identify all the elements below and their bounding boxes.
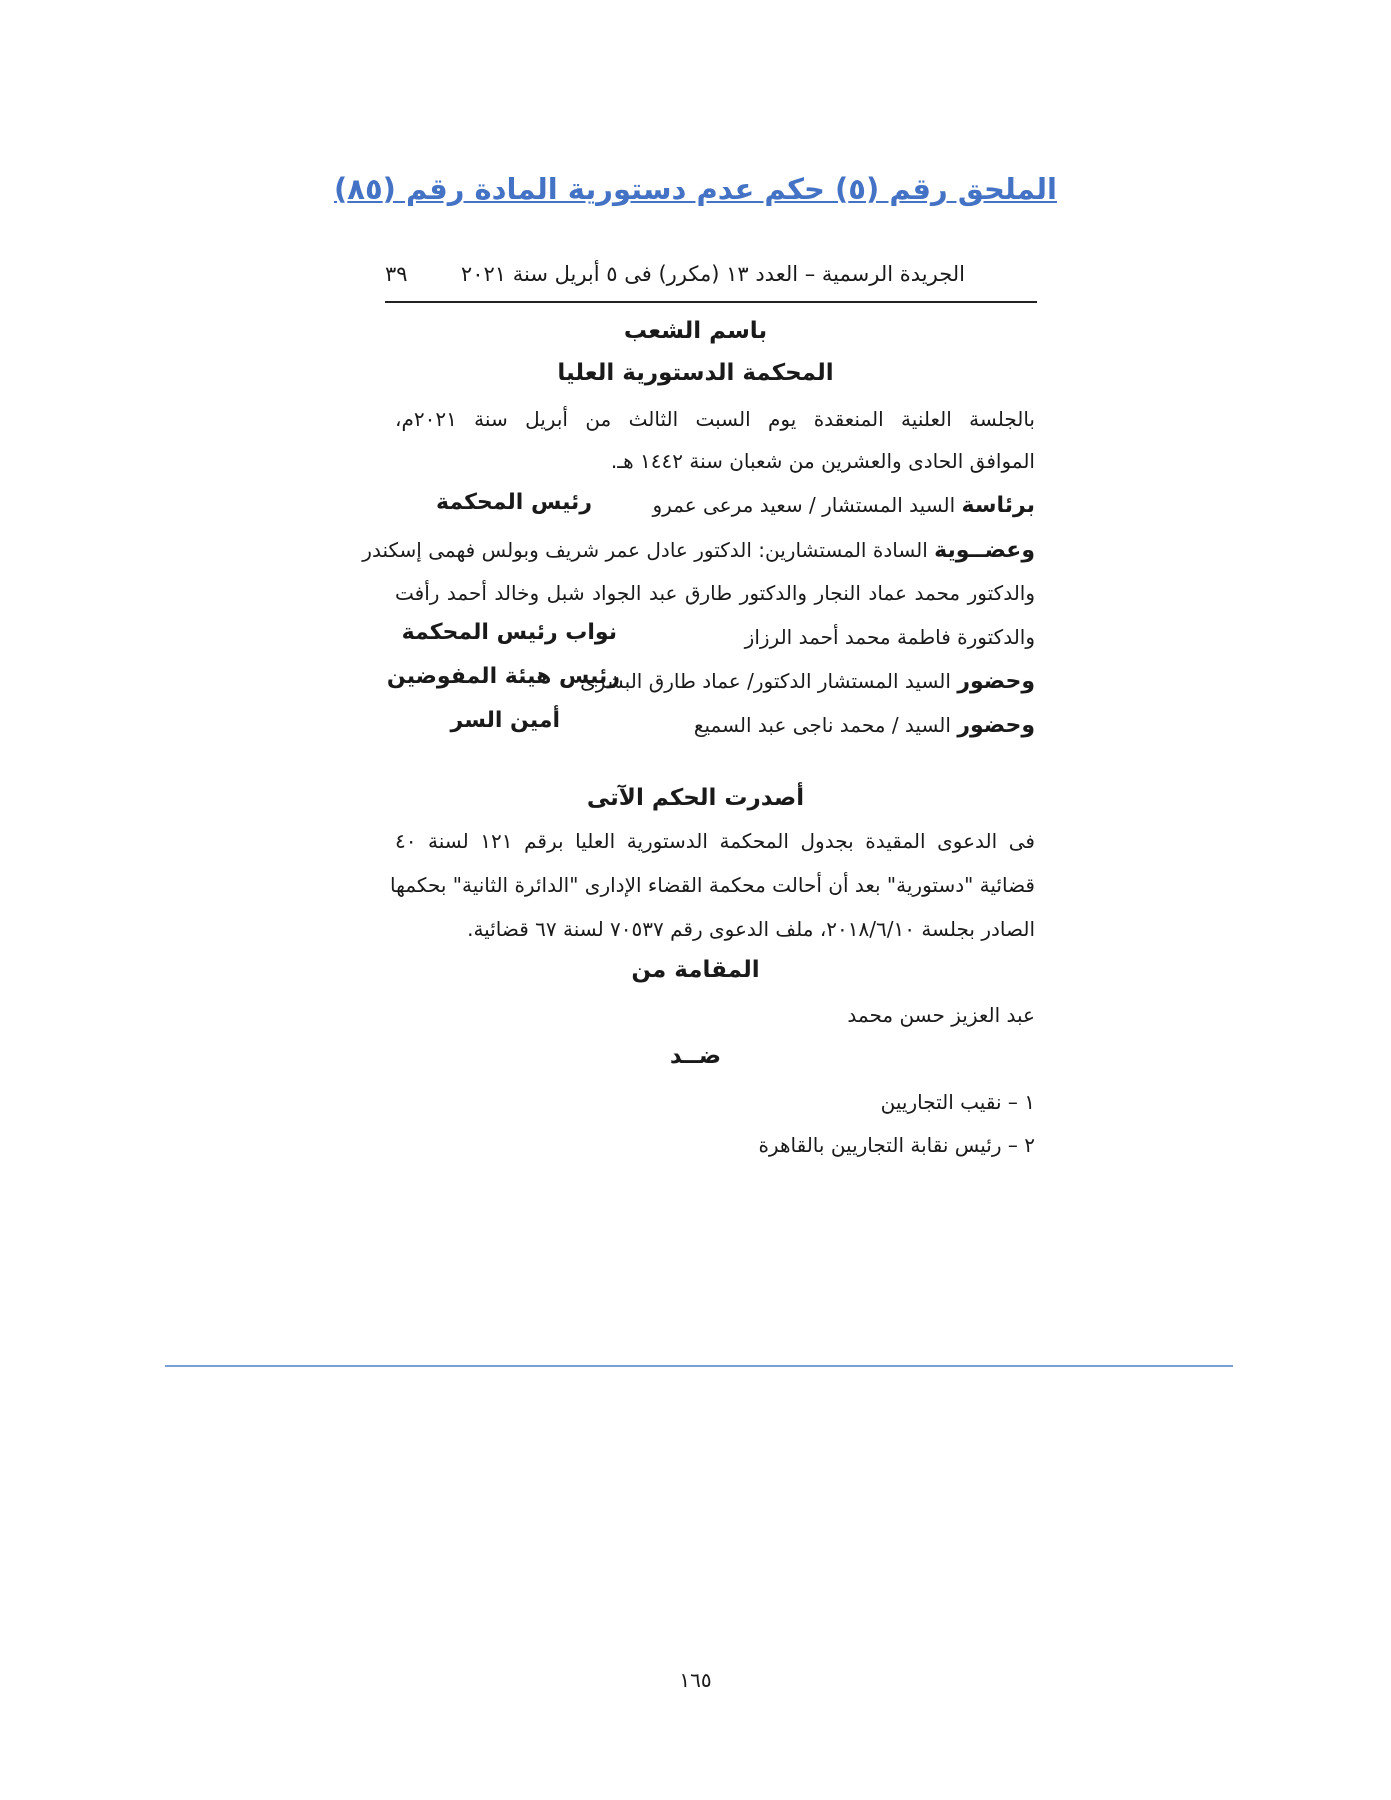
membership-row-1 [362, 535, 1035, 566]
case-line-3: الصادر بجلسة ٢٠١٨/٦/١٠، ملف الدعوى رقم ٧٠٥٣٧ لسنة ٦٧ قضائية. [467, 917, 1035, 941]
presidency-label: برئاسة [961, 493, 1035, 518]
session-line-1: بالجلسة العلنية المنعقدة يوم السبت الثالث من أبريل سنة ٢٠٢١م، [395, 407, 1035, 431]
attendance-1-role: رئيس هيئة المفوضين [386, 664, 620, 689]
presidency-text: السيد المستشار / سعيد مرعى عمرو [652, 493, 956, 517]
attendance-1-label: وحضور [957, 669, 1035, 694]
attendance-2-label: وحضور [957, 713, 1035, 738]
attendance-2-text: السيد / محمد ناجى عبد السميع [693, 713, 951, 737]
case-line-2: قضائية "دستورية" بعد أن أحالت محكمة القضاء الإدارى "الدائرة الثانية" بحكمها [390, 873, 1035, 897]
membership-line-3: والدكتورة فاطمة محمد أحمد الرزاز [744, 625, 1035, 649]
footer-divider [165, 1365, 1233, 1367]
defendant-1: ١ – نقيب التجاريين [880, 1090, 1035, 1114]
case-line-1-wrap [395, 826, 1035, 856]
gazette-header-text: الجريدة الرسمية – العدد ١٣ (مكرر) فى ٥ أبريل سنة ٢٠٢١ [460, 262, 965, 286]
plaintiff-name: عبد العزيز حسن محمد [847, 1003, 1035, 1027]
defendant-2: ٢ – رئيس نقابة التجاريين بالقاهرة [758, 1133, 1035, 1157]
attendance-1-text: السيد المستشار الدكتور/ عماد طارق البشرى [580, 669, 951, 693]
case-line-1: فى الدعوى المقيدة بجدول المحكمة الدستورية العليا برقم ١٢١ لسنة ٤٠ [395, 829, 1035, 853]
session-line-2: الموافق الحادى والعشرين من شعبان سنة ١٤٤٢ هـ. [610, 449, 1035, 473]
heading-court-name: المحكمة الدستورية العليا [557, 360, 834, 386]
presidency-role: رئيس المحكمة [436, 490, 592, 515]
membership-role: نواب رئيس المحكمة [401, 620, 617, 645]
membership-line-1: السادة المستشارين: الدكتور عادل عمر شريف وبولس فهمى إسكندر [362, 538, 928, 562]
document-title: الملحق رقم (٥) حكم عدم دستورية المادة رقم (٨٥) [334, 172, 1057, 206]
membership-label: وعضــوية [934, 538, 1035, 563]
page-number: ١٦٥ [679, 1668, 712, 1692]
judgment-body [362, 0, 1035, 1300]
membership-line-2: والدكتور محمد عماد النجار والدكتور طارق عبد الجواد شبل وخالد أحمد رأفت [395, 581, 1035, 605]
plaintiff-heading: المقامة من [631, 957, 760, 983]
attendance-2-role: أمين السر [450, 708, 560, 733]
gazette-page-number: ٣٩ [385, 262, 408, 286]
against-heading: ضــد [669, 1043, 722, 1069]
heading-in-the-name-of-people: باسم الشعب [623, 318, 768, 344]
verdict-heading: أصدرت الحكم الآتى [586, 785, 805, 811]
